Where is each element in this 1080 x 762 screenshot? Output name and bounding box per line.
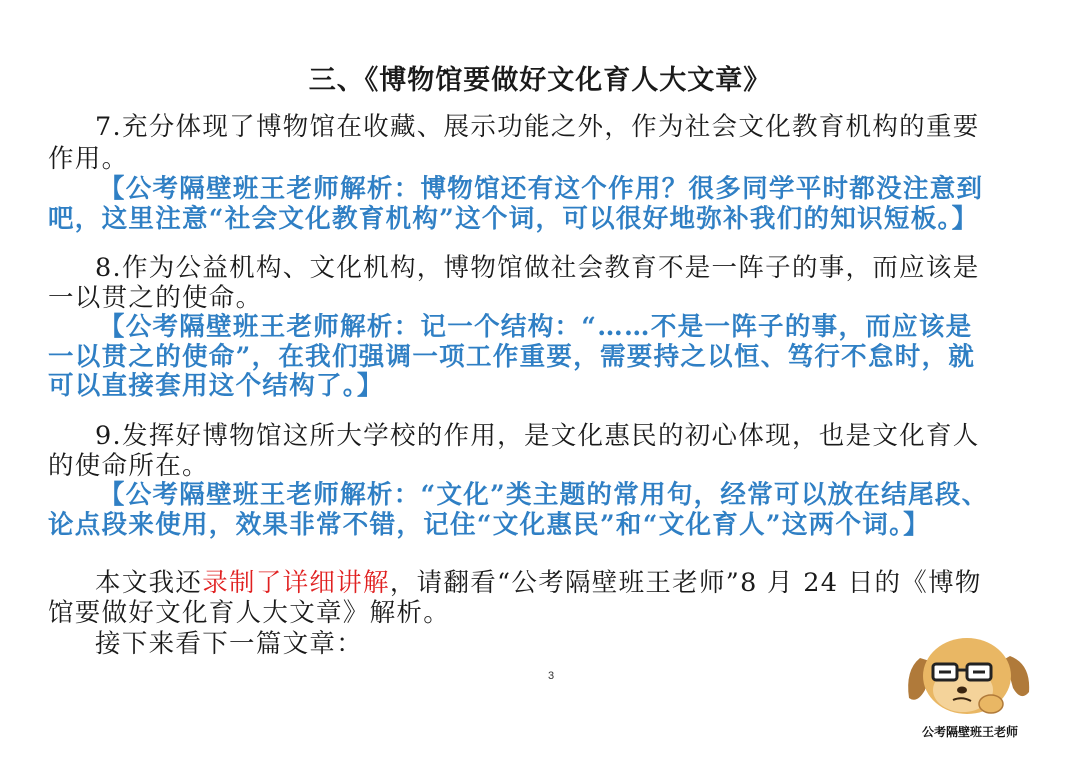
item9-note-line1 xyxy=(48,480,1038,510)
page-number: 3 xyxy=(548,670,555,682)
closing-line3 xyxy=(48,629,1038,659)
item7-line2: 作用。 xyxy=(48,144,129,174)
item9-text1: 9.发挥好博物馆这所大学校的作用，是文化惠民的初心体现，也是文化育人 xyxy=(95,421,980,451)
item7-note-line2: 吧，这里注意“社会文化教育机构”这个词，可以很好地弥补我们的知识短板。】 xyxy=(48,204,979,234)
item8-note-line3: 可以直接套用这个结构了。】 xyxy=(48,371,384,401)
item7-note-line1 xyxy=(48,174,1038,204)
item8-note-text1: 【公考隔壁班王老师解析：记一个结构：“……不是一阵子的事，而应该是 xyxy=(98,312,973,342)
item9-line1 xyxy=(48,421,1038,451)
closing-highlight: 录制了详细讲解 xyxy=(202,568,390,598)
item8-note-line1 xyxy=(48,312,1038,342)
closing-line1 xyxy=(48,568,1038,598)
closing-line2: 馆要做好文化育人大文章》解析。 xyxy=(48,598,451,628)
item8-text1: 8.作为公益机构、文化机构，博物馆做社会教育不是一阵子的事，而应该是 xyxy=(95,253,980,283)
closing-prefix: 本文我还 xyxy=(95,568,203,598)
mascot-caption: 公考隔壁班王老师 xyxy=(921,725,1018,739)
section-title: 三、《博物馆要做好文化育人大文章》 xyxy=(308,65,772,96)
item7-note-text1: 【公考隔壁班王老师解析：博物馆还有这个作用？很多同学平时都没注意到 xyxy=(98,174,984,204)
closing-text3: 接下来看下一篇文章： xyxy=(95,629,364,659)
closing-suffix: ，请翻看“公考隔壁班王老师”8 月 24 日的《博物 xyxy=(389,568,982,598)
dog-mascot-icon xyxy=(895,630,1045,725)
item8-line2: 一以贯之的使命。 xyxy=(48,283,263,313)
item7-text1: 7.充分体现了博物馆在收藏、展示功能之外，作为社会文化教育机构的重要 xyxy=(95,112,980,142)
item9-note-text1: 【公考隔壁班王老师解析：“文化”类主题的常用句，经常可以放在结尾段、 xyxy=(98,480,989,510)
item9-line2: 的使命所在。 xyxy=(48,451,209,481)
item8-line1 xyxy=(48,253,1038,283)
mascot-logo xyxy=(895,630,1045,760)
item8-note-line2: 一以贯之的使命”，在我们强调一项工作重要，需要持之以恒、笃行不怠时，就 xyxy=(48,342,976,372)
item7-line1 xyxy=(48,112,1038,142)
item9-note-line2: 论点段来使用，效果非常不错，记住“文化惠民”和“文化育人”这两个词。】 xyxy=(48,510,930,540)
